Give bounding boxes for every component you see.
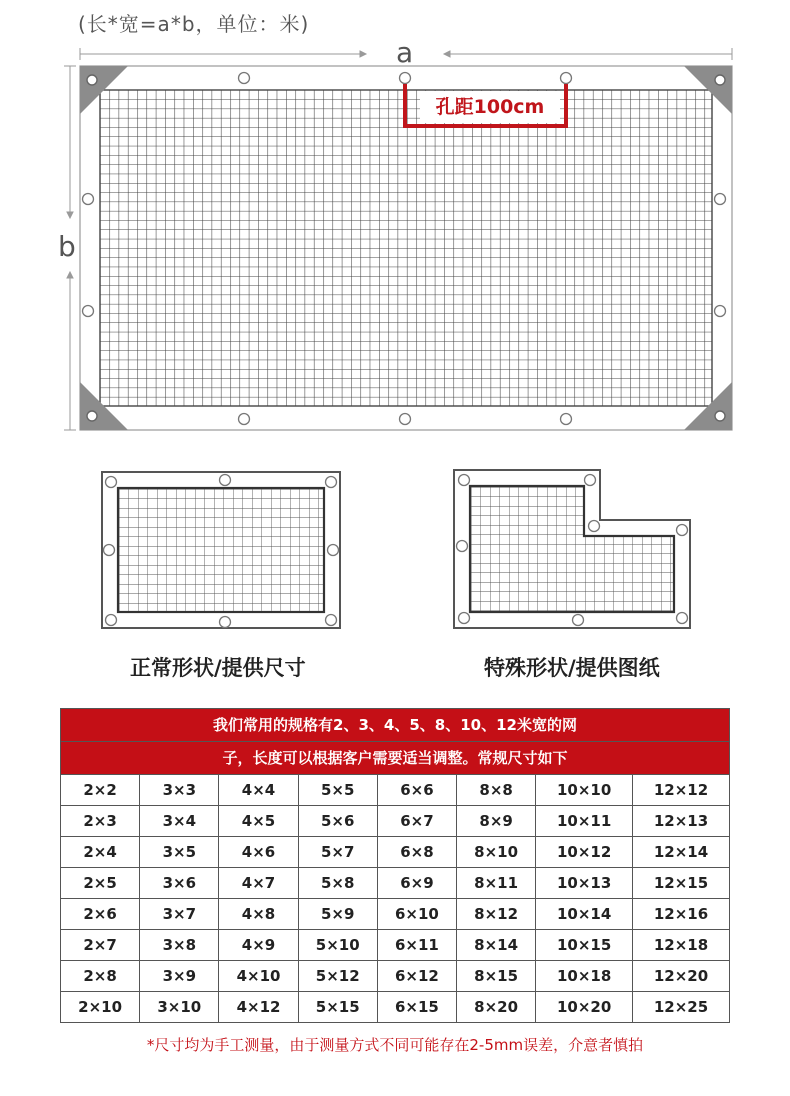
- size-cell: 5×12: [298, 961, 377, 992]
- size-cell: 10×13: [536, 868, 633, 899]
- normal-shape-diagram: [100, 470, 344, 632]
- size-cell: 6×11: [377, 930, 456, 961]
- size-cell: 12×15: [633, 868, 730, 899]
- size-cell: 2×6: [61, 899, 140, 930]
- size-cell: 8×20: [457, 992, 536, 1023]
- size-cell: 3×6: [140, 868, 219, 899]
- size-cell: 2×2: [61, 775, 140, 806]
- size-cell: 8×11: [457, 868, 536, 899]
- size-cell: 5×8: [298, 868, 377, 899]
- size-cell: 3×8: [140, 930, 219, 961]
- size-cell: 4×12: [219, 992, 298, 1023]
- size-cell: 2×7: [61, 930, 140, 961]
- size-cell: 4×6: [219, 837, 298, 868]
- size-cell: 3×5: [140, 837, 219, 868]
- size-cell: 6×9: [377, 868, 456, 899]
- table-row: [61, 868, 730, 899]
- special-shape-diagram: [452, 468, 694, 632]
- size-cell: 5×5: [298, 775, 377, 806]
- size-cell: 4×10: [219, 961, 298, 992]
- size-cell: 4×8: [219, 899, 298, 930]
- size-cell: 3×10: [140, 992, 219, 1023]
- size-cell: 4×5: [219, 806, 298, 837]
- size-cell: 10×20: [536, 992, 633, 1023]
- table-header-line2: 子，长度可以根据客户需要适当调整。常规尺寸如下: [61, 742, 730, 775]
- size-cell: 6×12: [377, 961, 456, 992]
- size-cell: 6×10: [377, 899, 456, 930]
- size-cell: 4×7: [219, 868, 298, 899]
- size-cell: 3×3: [140, 775, 219, 806]
- size-cell: 3×7: [140, 899, 219, 930]
- size-cell: 2×5: [61, 868, 140, 899]
- size-cell: 8×12: [457, 899, 536, 930]
- size-cell: 3×9: [140, 961, 219, 992]
- size-cell: 4×4: [219, 775, 298, 806]
- footnote: *尺寸均为手工测量，由于测量方式不同可能存在2-5mm误差，介意者慎拍: [146, 1036, 644, 1054]
- size-cell: 10×15: [536, 930, 633, 961]
- size-cell: 5×15: [298, 992, 377, 1023]
- size-cell: 5×6: [298, 806, 377, 837]
- size-cell: 12×13: [633, 806, 730, 837]
- table-header-line1: 我们常用的规格有2、3、4、5、8、10、12米宽的网: [61, 709, 730, 742]
- size-cell: 8×9: [457, 806, 536, 837]
- size-cell: 8×10: [457, 837, 536, 868]
- size-cell: 2×3: [61, 806, 140, 837]
- size-cell: 4×9: [219, 930, 298, 961]
- dimension-b-label: b: [58, 230, 76, 263]
- size-cell: 12×12: [633, 775, 730, 806]
- size-cell: 2×8: [61, 961, 140, 992]
- size-cell: 6×6: [377, 775, 456, 806]
- size-cell: 5×9: [298, 899, 377, 930]
- table-row: [61, 992, 730, 1023]
- size-cell: 8×15: [457, 961, 536, 992]
- size-cell: 12×25: [633, 992, 730, 1023]
- size-cell: 8×8: [457, 775, 536, 806]
- table-row: [61, 775, 730, 806]
- size-cell: 3×4: [140, 806, 219, 837]
- size-cell: 10×14: [536, 899, 633, 930]
- normal-shape-caption: 正常形状/提供尺寸: [130, 656, 306, 680]
- size-cell: 2×4: [61, 837, 140, 868]
- size-cell: 2×10: [61, 992, 140, 1023]
- size-cell: 5×7: [298, 837, 377, 868]
- size-table-body: [61, 775, 730, 1023]
- size-cell: 12×20: [633, 961, 730, 992]
- table-row: [61, 837, 730, 868]
- size-table: [60, 708, 730, 1023]
- size-cell: 8×14: [457, 930, 536, 961]
- table-row: [61, 961, 730, 992]
- size-cell: 10×10: [536, 775, 633, 806]
- mesh-grid: [100, 90, 712, 406]
- table-row: [61, 930, 730, 961]
- size-cell: 10×12: [536, 837, 633, 868]
- size-cell: 6×7: [377, 806, 456, 837]
- table-row: [61, 899, 730, 930]
- special-shape-caption: 特殊形状/提供图纸: [484, 656, 660, 680]
- size-cell: 10×18: [536, 961, 633, 992]
- size-cell: 6×15: [377, 992, 456, 1023]
- net-diagram: [0, 0, 790, 440]
- size-cell: 12×14: [633, 837, 730, 868]
- dimension-a-label: a: [396, 36, 414, 69]
- size-cell: 5×10: [298, 930, 377, 961]
- size-cell: 12×16: [633, 899, 730, 930]
- size-cell: 12×18: [633, 930, 730, 961]
- table-row: [61, 806, 730, 837]
- size-cell: 10×11: [536, 806, 633, 837]
- unit-note: (长*宽=a*b，单位：米): [78, 12, 310, 36]
- size-cell: 6×8: [377, 837, 456, 868]
- hole-spacing-label: 孔距100cm: [420, 91, 560, 123]
